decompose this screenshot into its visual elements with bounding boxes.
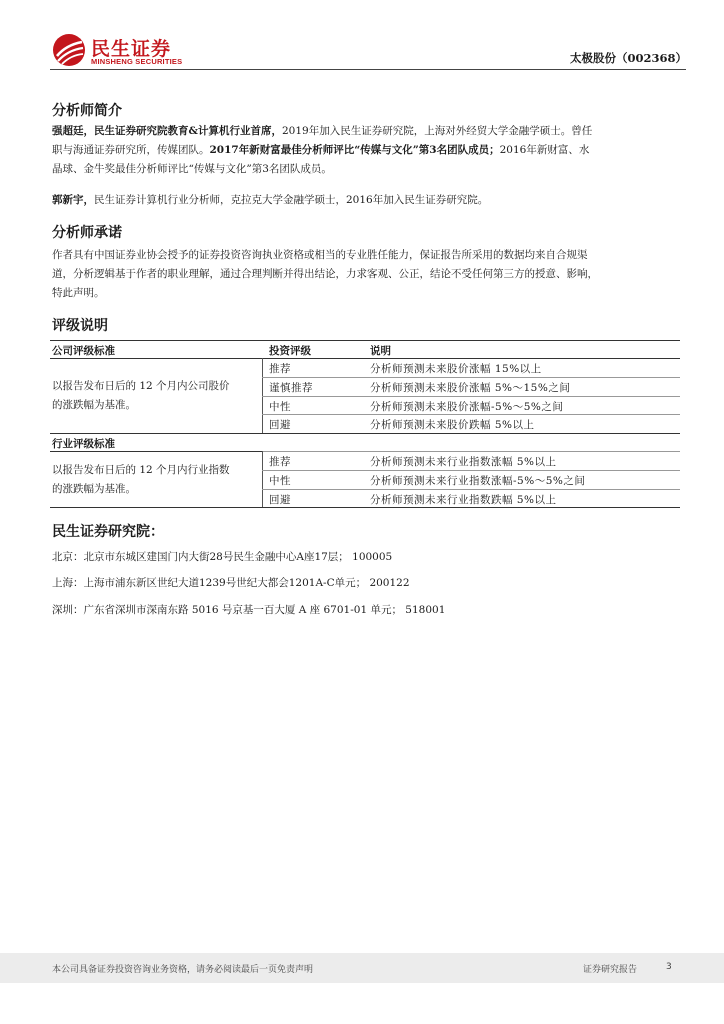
commitment-line-1: 作者具有中国证券业协会授予的证券投资咨询执业资格或相当的专业胜任能力，保证报告所采用的数据均来自合规渠 bbox=[52, 249, 588, 261]
commitment-title: 分析师承诺 bbox=[52, 225, 122, 241]
industry-vertical-rule bbox=[262, 451, 263, 507]
rating-col-header: 投资评级 bbox=[269, 345, 311, 357]
industry-standard-header: 行业评级标准 bbox=[52, 438, 115, 450]
industry-rating-cell: 回避 bbox=[269, 494, 291, 506]
rating-title: 评级说明 bbox=[52, 318, 108, 334]
table-header-rule bbox=[50, 358, 680, 359]
company-rating-desc: 分析师预测未来股价涨幅-5%～5%之间 bbox=[370, 401, 564, 413]
analyst-1-bio-b: 职与海通证券研究所，传媒团队。 bbox=[52, 144, 210, 156]
commitment-paragraph bbox=[52, 246, 680, 303]
intro-line-3: 晶球、金牛奖最佳分析师评比“传媒与文化”第3名团队成员。 bbox=[52, 163, 332, 175]
analyst-1-name: 强超廷， bbox=[52, 125, 94, 137]
analyst-1-role: 民生证券研究院教育&计算机行业首席， bbox=[94, 125, 282, 137]
address-shenzhen: 深圳：广东省深圳市深南东路 5016 号京基一百大厦 A 座 6701-01 单元； 518001 bbox=[52, 604, 446, 616]
minsheng-logo-icon bbox=[52, 33, 86, 67]
table-top-rule bbox=[50, 340, 680, 341]
analyst-intro-title: 分析师简介 bbox=[52, 103, 122, 119]
logo-chinese-name: 民生证券 bbox=[91, 38, 172, 60]
industry-rating-cell: 推荐 bbox=[269, 456, 291, 468]
row-rule bbox=[262, 377, 680, 378]
minsheng-logo bbox=[52, 33, 212, 67]
company-rating-desc: 分析师预测未来股价涨幅 5%～15%之间 bbox=[370, 382, 571, 394]
analyst-intro-paragraph-1 bbox=[52, 122, 680, 179]
intro-line-1 bbox=[52, 122, 680, 141]
analyst-1-award: 2017年新财富最佳分析师评比“传媒与文化”第3名团队成员； bbox=[209, 144, 500, 156]
analyst-2-bio: 民生证券计算机行业分析师，克拉克大学金融学硕士，2016年加入民生证券研究院。 bbox=[94, 194, 489, 206]
industry-rating-cell: 中性 bbox=[269, 475, 291, 487]
analyst-1-bio-a: 2019年加入民生证券研究院，上海对外经贸大学金融学硕士。曾任 bbox=[281, 125, 593, 137]
company-standard-header: 公司评级标准 bbox=[52, 345, 115, 357]
company-desc-line-1: 以报告发布日后的 12 个月内公司股价 bbox=[52, 380, 230, 392]
row-rule bbox=[262, 396, 680, 397]
intro-line-4 bbox=[52, 191, 680, 210]
header-divider bbox=[50, 69, 686, 70]
company-rating-desc: 分析师预测未来股价涨幅 15%以上 bbox=[370, 363, 542, 375]
page-number: 3 bbox=[666, 962, 672, 972]
company-rating-cell: 谨慎推荐 bbox=[269, 382, 313, 394]
institute-title: 民生证券研究院： bbox=[52, 524, 164, 540]
description-col-header: 说明 bbox=[370, 345, 391, 357]
row-rule bbox=[262, 470, 680, 471]
company-rating-cell: 推荐 bbox=[269, 363, 291, 375]
company-desc-line-2: 的涨跌幅为基准。 bbox=[52, 399, 136, 411]
analyst-2-name: 郭新宇， bbox=[52, 194, 94, 206]
row-rule bbox=[262, 489, 680, 490]
intro-line-2 bbox=[52, 141, 680, 160]
address-beijing: 北京：北京市东城区建国门内大街28号民生金融中心A座17层； 100005 bbox=[52, 551, 393, 563]
industry-header-rule bbox=[50, 451, 262, 452]
table-bottom-rule bbox=[50, 507, 680, 508]
industry-desc-line-1: 以报告发布日后的 12 个月内行业指数 bbox=[52, 464, 230, 476]
address-shanghai: 上海：上海市浦东新区世纪大道1239号世纪大都会1201A-C单元； 200122 bbox=[52, 577, 410, 589]
industry-rating-desc: 分析师预测未来行业指数跌幅 5%以上 bbox=[370, 494, 557, 506]
industry-rating-desc: 分析师预测未来行业指数涨幅 5%以上 bbox=[370, 456, 557, 468]
analyst-1-bio-c: 2016年新财富、水 bbox=[499, 144, 590, 156]
industry-desc-line-2: 的涨跌幅为基准。 bbox=[52, 483, 136, 495]
company-standard-desc bbox=[52, 377, 260, 415]
industry-section-rule bbox=[50, 433, 680, 434]
footer-report-type: 证券研究报告 bbox=[583, 965, 638, 975]
commitment-line-2: 道，分析逻辑基于作者的职业理解，通过合理判断并得出结论，力求客观、公正，结论不受任何第三方的授意、影响， bbox=[52, 268, 598, 280]
company-rating-desc: 分析师预测未来股价跌幅 5%以上 bbox=[370, 419, 535, 431]
commitment-line-3: 特此声明。 bbox=[52, 287, 105, 299]
industry-standard-desc bbox=[52, 461, 260, 499]
footer-disclaimer: 本公司具备证券投资咨询业务资格，请务必阅读最后一页免责声明 bbox=[52, 965, 314, 975]
company-rating-cell: 回避 bbox=[269, 419, 291, 431]
company-rating-cell: 中性 bbox=[269, 401, 291, 413]
industry-rating-desc: 分析师预测未来行业指数涨幅-5%～5%之间 bbox=[370, 475, 586, 487]
row-rule bbox=[262, 451, 680, 452]
logo-english-name: MINSHENG SECURITIES bbox=[91, 57, 183, 66]
analyst-intro-paragraph-2 bbox=[52, 191, 680, 210]
company-ticker: 太极股份（002368） bbox=[569, 51, 687, 65]
row-rule bbox=[262, 414, 680, 415]
